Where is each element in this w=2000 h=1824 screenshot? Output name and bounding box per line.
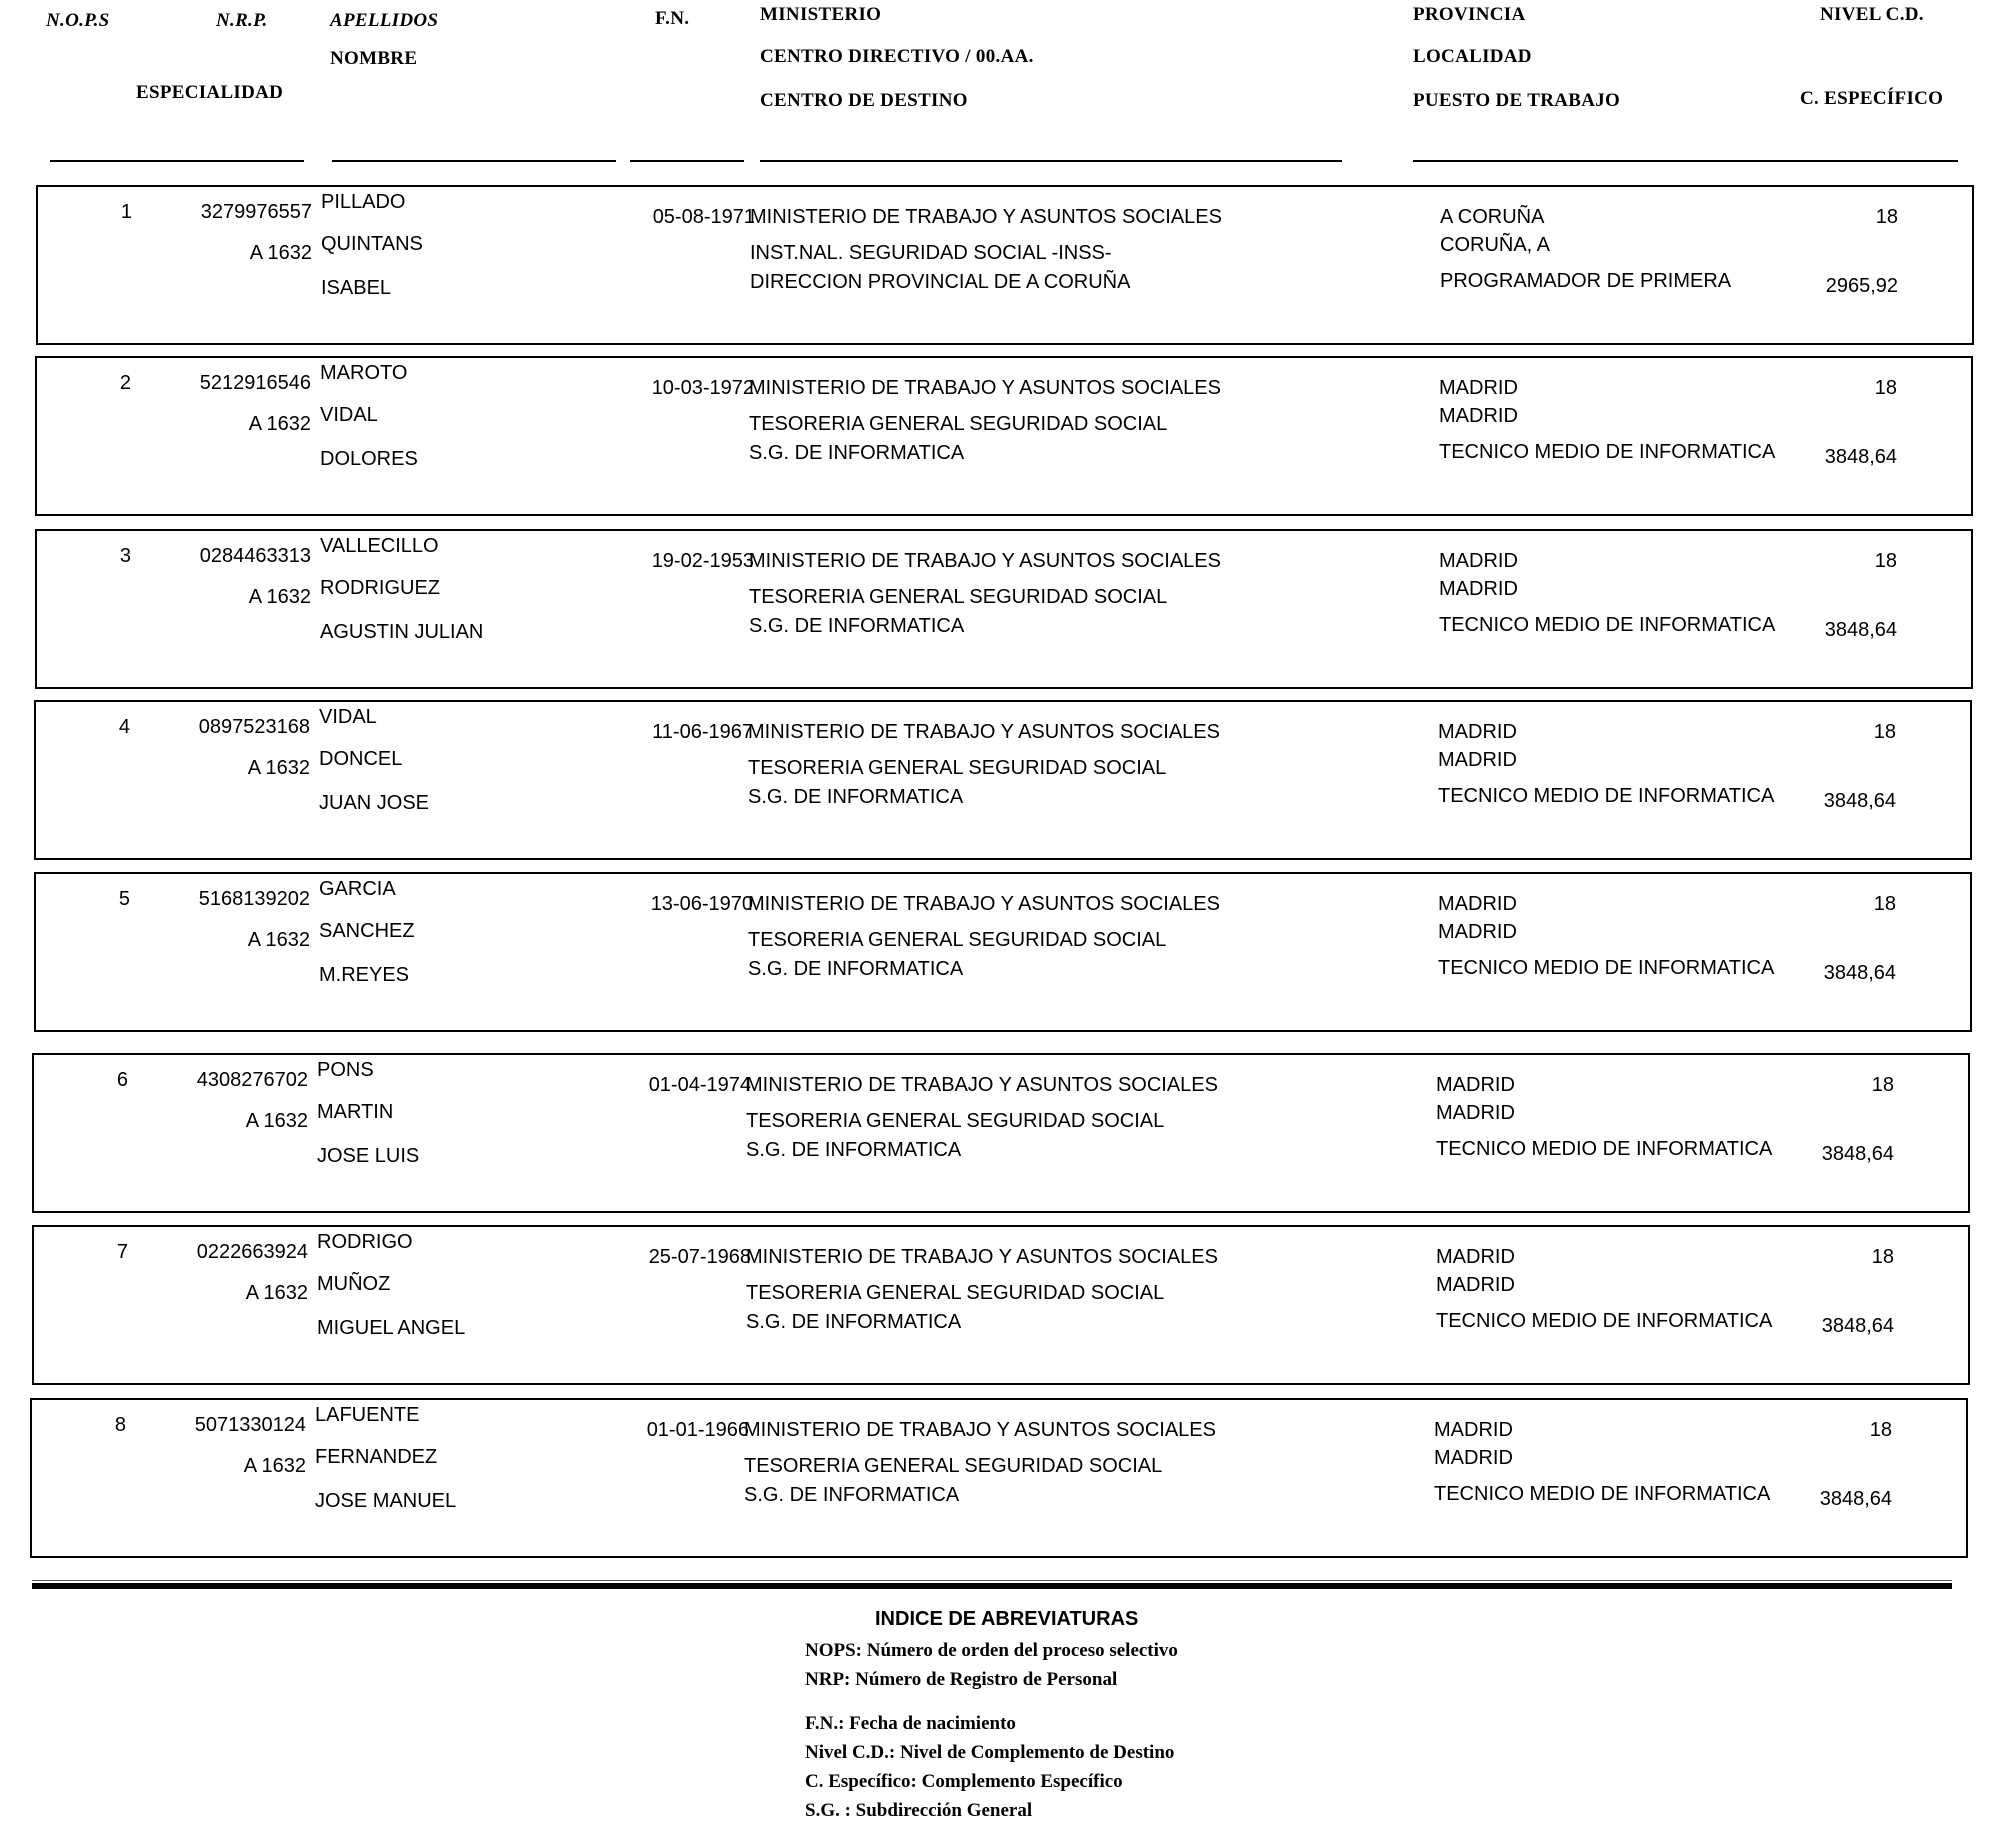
header-rule	[50, 160, 304, 162]
record-apellido2: MARTIN	[317, 1101, 394, 1123]
index-item: S.G. : Subdirección General	[805, 1800, 1033, 1821]
record-apellido2: MUÑOZ	[317, 1273, 391, 1295]
record-centro-directivo: TESORERIA GENERAL SEGURIDAD SOCIAL	[748, 929, 1167, 951]
record-nivel: 18	[1874, 377, 1897, 399]
header-ministerio: MINISTERIO	[760, 4, 882, 25]
record-centro-destino: S.G. DE INFORMATICA	[749, 442, 965, 464]
record-box	[30, 1398, 1968, 1558]
index-item: Nivel C.D.: Nivel de Complemento de Destino	[805, 1742, 1175, 1763]
record-especialidad: A 1632	[249, 242, 312, 264]
header-localidad: LOCALIDAD	[1413, 46, 1532, 67]
record-provincia: MADRID	[1436, 1074, 1515, 1096]
record-nops: 1	[120, 201, 132, 223]
record-nombre: JOSE MANUEL	[315, 1490, 457, 1512]
record-ministerio: MINISTERIO DE TRABAJO Y ASUNTOS SOCIALES	[744, 1419, 1216, 1441]
record-nrp: 0222663924	[196, 1241, 308, 1263]
record-nrp: 0897523168	[198, 716, 310, 738]
record-centro-destino: S.G. DE INFORMATICA	[749, 615, 965, 637]
record-nops: 2	[119, 372, 131, 394]
record-localidad: MADRID	[1439, 405, 1518, 427]
record-nombre: M.REYES	[319, 964, 410, 986]
record-apellido1: VALLECILLO	[320, 535, 439, 557]
record-localidad: MADRID	[1438, 921, 1517, 943]
record-localidad: MADRID	[1439, 578, 1518, 600]
record-especialidad: A 1632	[247, 757, 310, 779]
record-c-especifico: 3848,64	[1819, 1488, 1892, 1510]
record-c-especifico: 3848,64	[1824, 619, 1897, 641]
record-apellido2: VIDAL	[320, 404, 378, 426]
record-nops: 7	[116, 1241, 128, 1263]
record-especialidad: A 1632	[248, 586, 311, 608]
header-fn: F.N.	[655, 8, 690, 29]
index-item: NRP: Número de Registro de Personal	[805, 1669, 1118, 1690]
record-localidad: MADRID	[1436, 1274, 1515, 1296]
record-localidad: MADRID	[1438, 749, 1517, 771]
record-nrp: 5071330124	[194, 1414, 306, 1436]
record-centro-destino: S.G. DE INFORMATICA	[746, 1139, 962, 1161]
record-centro-directivo: TESORERIA GENERAL SEGURIDAD SOCIAL	[746, 1110, 1165, 1132]
record-centro-destino: S.G. DE INFORMATICA	[744, 1484, 960, 1506]
record-fn: 10-03-1972	[651, 377, 754, 399]
record-puesto: TECNICO MEDIO DE INFORMATICA	[1439, 614, 1776, 636]
header-nivel: NIVEL C.D.	[1820, 4, 1924, 25]
record-puesto: TECNICO MEDIO DE INFORMATICA	[1438, 785, 1775, 807]
index-title: INDICE DE ABREVIATURAS	[875, 1608, 1139, 1630]
record-puesto: TECNICO MEDIO DE INFORMATICA	[1438, 957, 1775, 979]
record-fn: 19-02-1953	[651, 550, 754, 572]
record-nivel: 18	[1875, 206, 1898, 228]
record-ministerio: MINISTERIO DE TRABAJO Y ASUNTOS SOCIALES	[749, 377, 1221, 399]
record-centro-directivo: TESORERIA GENERAL SEGURIDAD SOCIAL	[744, 1455, 1163, 1477]
record-nivel: 18	[1869, 1419, 1892, 1441]
record-especialidad: A 1632	[248, 413, 311, 435]
record-centro-directivo: TESORERIA GENERAL SEGURIDAD SOCIAL	[749, 413, 1168, 435]
record-apellido1: LAFUENTE	[315, 1404, 420, 1426]
record-apellido1: PONS	[317, 1059, 374, 1081]
header-nombre: NOMBRE	[330, 48, 418, 69]
record-nops: 4	[118, 716, 130, 738]
record-localidad: CORUÑA, A	[1440, 234, 1551, 256]
record-box	[34, 700, 1972, 860]
record-nombre: JUAN JOSE	[319, 792, 430, 814]
record-provincia: MADRID	[1439, 377, 1518, 399]
record-puesto: TECNICO MEDIO DE INFORMATICA	[1439, 441, 1776, 463]
record-puesto: PROGRAMADOR DE PRIMERA	[1440, 270, 1732, 292]
record-nops: 6	[116, 1069, 128, 1091]
record-nivel: 18	[1874, 550, 1897, 572]
record-apellido2: QUINTANS	[321, 233, 423, 255]
record-box	[32, 1053, 1970, 1213]
header-rule	[630, 160, 744, 162]
record-especialidad: A 1632	[247, 929, 310, 951]
record-box	[36, 185, 1974, 345]
record-apellido1: PILLADO	[321, 191, 406, 213]
index-item: NOPS: Número de orden del proceso selectivo	[805, 1640, 1178, 1661]
record-nrp: 4308276702	[196, 1069, 308, 1091]
record-localidad: MADRID	[1434, 1447, 1513, 1469]
header-rule	[760, 160, 1342, 162]
record-nombre: JOSE LUIS	[317, 1145, 420, 1167]
record-provincia: MADRID	[1439, 550, 1518, 572]
record-ministerio: MINISTERIO DE TRABAJO Y ASUNTOS SOCIALES	[749, 550, 1221, 572]
record-nombre: DOLORES	[320, 448, 418, 470]
record-nrp: 3279976557	[200, 201, 312, 223]
record-puesto: TECNICO MEDIO DE INFORMATICA	[1436, 1138, 1773, 1160]
record-nops: 8	[114, 1414, 126, 1436]
record-especialidad: A 1632	[243, 1455, 306, 1477]
record-box	[34, 872, 1972, 1032]
record-nivel: 18	[1873, 721, 1896, 743]
header-centro-destino: CENTRO DE DESTINO	[760, 90, 968, 111]
record-nivel: 18	[1873, 893, 1896, 915]
record-nrp: 5168139202	[198, 888, 310, 910]
record-provincia: MADRID	[1438, 893, 1517, 915]
record-nivel: 18	[1871, 1074, 1894, 1096]
record-ministerio: MINISTERIO DE TRABAJO Y ASUNTOS SOCIALES	[748, 721, 1220, 743]
header-rule	[1413, 160, 1958, 162]
footer-rule	[32, 1583, 1952, 1589]
record-apellido2: DONCEL	[319, 748, 403, 770]
footer-rule-thin	[32, 1580, 1952, 1581]
header-especialidad: ESPECIALIDAD	[136, 82, 284, 103]
record-centro-directivo: INST.NAL. SEGURIDAD SOCIAL -INSS-	[750, 242, 1112, 264]
record-nombre: ISABEL	[321, 277, 392, 299]
record-fn: 11-06-1967	[652, 721, 753, 743]
record-especialidad: A 1632	[245, 1282, 308, 1304]
record-c-especifico: 3848,64	[1821, 1143, 1894, 1165]
record-apellido1: VIDAL	[319, 706, 377, 728]
record-box	[32, 1225, 1970, 1385]
record-apellido1: RODRIGO	[317, 1231, 413, 1253]
header-nrp: N.R.P.	[216, 10, 268, 31]
record-apellido1: GARCIA	[319, 878, 396, 900]
record-box	[35, 356, 1973, 516]
record-c-especifico: 3848,64	[1824, 446, 1897, 468]
record-c-especifico: 3848,64	[1821, 1315, 1894, 1337]
record-apellido2: RODRIGUEZ	[320, 577, 440, 599]
record-nops: 5	[118, 888, 130, 910]
header-rule	[332, 160, 616, 162]
record-apellido1: MAROTO	[320, 362, 408, 384]
record-centro-destino: S.G. DE INFORMATICA	[748, 958, 964, 980]
record-centro-directivo: TESORERIA GENERAL SEGURIDAD SOCIAL	[748, 757, 1167, 779]
record-puesto: TECNICO MEDIO DE INFORMATICA	[1436, 1310, 1773, 1332]
record-provincia: A CORUÑA	[1440, 206, 1545, 228]
record-ministerio: MINISTERIO DE TRABAJO Y ASUNTOS SOCIALES	[750, 206, 1222, 228]
record-centro-directivo: TESORERIA GENERAL SEGURIDAD SOCIAL	[749, 586, 1168, 608]
record-nrp: 5212916546	[199, 372, 311, 394]
record-nombre: AGUSTIN JULIAN	[320, 621, 484, 643]
record-puesto: TECNICO MEDIO DE INFORMATICA	[1434, 1483, 1771, 1505]
record-nivel: 18	[1871, 1246, 1894, 1268]
record-ministerio: MINISTERIO DE TRABAJO Y ASUNTOS SOCIALES	[746, 1074, 1218, 1096]
record-provincia: MADRID	[1438, 721, 1517, 743]
record-fn: 25-07-1968	[648, 1246, 751, 1268]
record-box	[35, 529, 1973, 689]
record-fn: 13-06-1970	[650, 893, 753, 915]
record-c-especifico: 3848,64	[1823, 790, 1896, 812]
record-apellido2: FERNANDEZ	[315, 1446, 438, 1468]
record-nombre: MIGUEL ANGEL	[317, 1317, 466, 1339]
record-centro-destino: S.G. DE INFORMATICA	[748, 786, 964, 808]
record-ministerio: MINISTERIO DE TRABAJO Y ASUNTOS SOCIALES	[748, 893, 1220, 915]
record-c-especifico: 2965,92	[1825, 275, 1898, 297]
record-centro-directivo: TESORERIA GENERAL SEGURIDAD SOCIAL	[746, 1282, 1165, 1304]
index-item: C. Específico: Complemento Específico	[805, 1771, 1123, 1792]
header-centro-directivo: CENTRO DIRECTIVO / 00.AA.	[760, 46, 1034, 67]
record-apellido2: SANCHEZ	[319, 920, 415, 942]
header-puesto: PUESTO DE TRABAJO	[1413, 90, 1621, 111]
record-centro-destino: S.G. DE INFORMATICA	[746, 1311, 962, 1333]
header-nops: N.O.P.S	[46, 10, 110, 31]
header-c-especifico: C. ESPECÍFICO	[1800, 88, 1944, 109]
record-centro-destino: DIRECCION PROVINCIAL DE A CORUÑA	[750, 271, 1131, 293]
record-fn: 01-01-1966	[646, 1419, 749, 1441]
header-apellidos: APELLIDOS	[330, 10, 439, 31]
header-provincia: PROVINCIA	[1413, 4, 1526, 25]
record-fn: 01-04-1974	[648, 1074, 751, 1096]
record-ministerio: MINISTERIO DE TRABAJO Y ASUNTOS SOCIALES	[746, 1246, 1218, 1268]
record-nops: 3	[119, 545, 131, 567]
record-especialidad: A 1632	[245, 1110, 308, 1132]
index-item: F.N.: Fecha de nacimiento	[805, 1713, 1016, 1734]
record-nrp: 0284463313	[199, 545, 311, 567]
record-provincia: MADRID	[1434, 1419, 1513, 1441]
record-c-especifico: 3848,64	[1823, 962, 1896, 984]
record-localidad: MADRID	[1436, 1102, 1515, 1124]
record-provincia: MADRID	[1436, 1246, 1515, 1268]
record-fn: 05-08-1971	[652, 206, 755, 228]
